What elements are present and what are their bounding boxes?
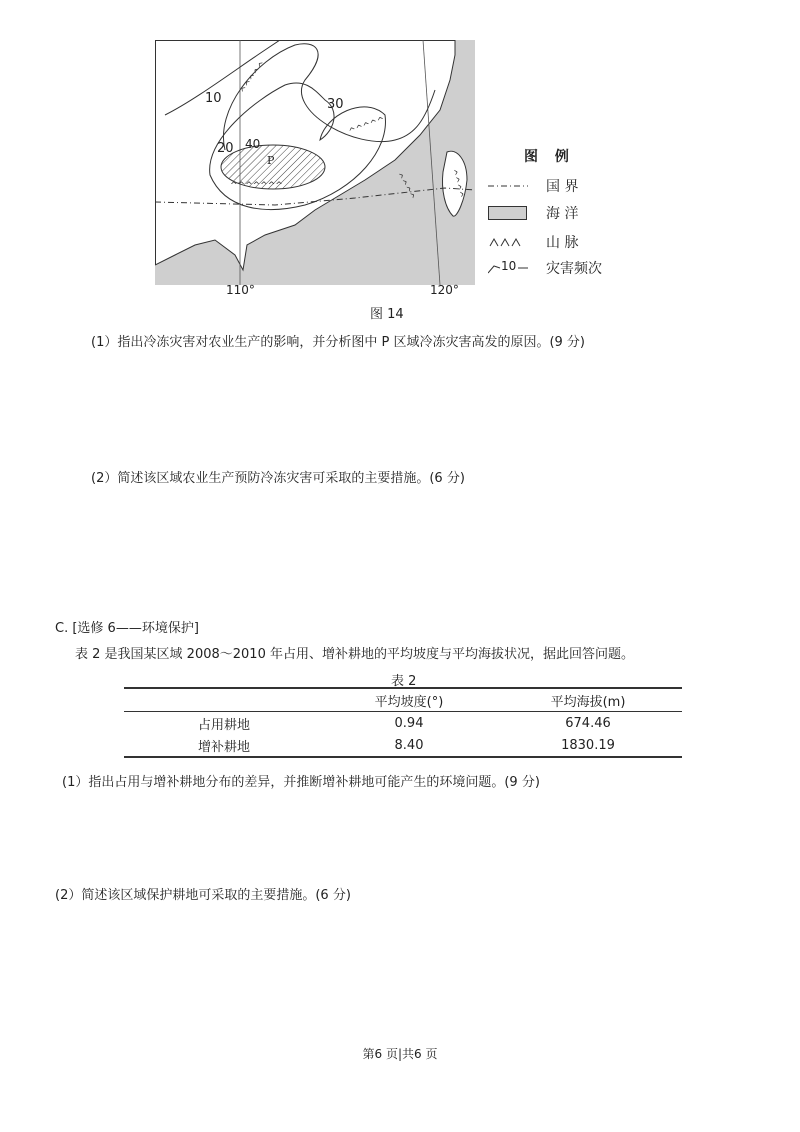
legend-label: 灾害频次 xyxy=(546,261,602,277)
frost-disaster-map xyxy=(155,40,475,285)
svg-text:^^^^^: ^^^^^ xyxy=(347,115,387,138)
legend-item-contour xyxy=(488,258,602,278)
section-c-heading: C. [选修 6——环境保护] xyxy=(55,621,199,636)
question-b2: (2）简述该区域农业生产预防冷冻灾害可采取的主要措施。(6 分) xyxy=(91,471,465,486)
lon-tick-110: 110° xyxy=(226,283,255,297)
legend-label: 国 界 xyxy=(546,179,579,195)
table-cell: 674.46 xyxy=(565,715,611,731)
table-row xyxy=(124,734,682,757)
contour-label-20: 20 xyxy=(217,141,234,156)
table-title: 表 2 xyxy=(391,674,417,689)
legend-item-border xyxy=(488,176,578,196)
sea-fill-icon xyxy=(488,205,528,221)
legend-item-sea xyxy=(488,203,578,223)
table-2 xyxy=(124,687,682,758)
svg-text:^^^^: ^^^^ xyxy=(392,171,417,203)
table-header-cell: 平均海拔(m) xyxy=(550,694,626,710)
table-cell: 增补耕地 xyxy=(197,739,250,755)
table-header-cell xyxy=(124,688,324,712)
border-dash-dot-icon xyxy=(488,178,528,194)
table-header-cell: 平均坡度(°) xyxy=(374,694,444,710)
question-c2: (2）简述该区域保护耕地可采取的主要措施。(6 分) xyxy=(55,888,351,903)
page-footer: 第6 页|共6 页 xyxy=(362,1047,438,1061)
question-c1: (1）指出占用与增补耕地分布的差异，并推断增补耕地可能产生的环境问题。(9 分) xyxy=(62,775,540,790)
mountain-range-icon xyxy=(488,234,528,250)
table-row xyxy=(124,712,682,735)
table-cell: 8.40 xyxy=(394,737,424,753)
contour-line-icon: 10 xyxy=(488,260,528,276)
svg-text:^^^^^^^: ^^^^^^^ xyxy=(230,181,283,191)
contour-label-10: 10 xyxy=(205,91,222,106)
figure-caption: 图 14 xyxy=(370,307,404,322)
lon-tick-120: 120° xyxy=(430,283,459,297)
contour-label-30: 30 xyxy=(327,97,344,112)
contour-label-40: 40 xyxy=(245,137,261,151)
legend-label: 山 脉 xyxy=(546,235,579,251)
table-cell: 占用耕地 xyxy=(197,717,250,733)
table-cell: 1830.19 xyxy=(561,737,615,753)
table-cell: 0.94 xyxy=(394,715,424,731)
legend-item-mountain xyxy=(488,232,578,252)
legend-label: 海 洋 xyxy=(546,206,579,222)
question-b1: (1）指出冷冻灾害对农业生产的影响，并分析图中 P 区域冷冻灾害高发的原因。(9 分) xyxy=(91,335,585,350)
svg-text:^^^^: ^^^^ xyxy=(447,168,465,200)
legend-title: 图 例 xyxy=(524,149,575,165)
table-header-row xyxy=(124,688,682,712)
svg-text:^^^^^: ^^^^^ xyxy=(239,60,270,97)
section-c-intro: 表 2 是我国某区域 2008～2010 年占用、增补耕地的平均坡度与平均海拔状况，据此回答问题。 xyxy=(75,647,634,662)
p-region-label: P xyxy=(267,154,275,167)
